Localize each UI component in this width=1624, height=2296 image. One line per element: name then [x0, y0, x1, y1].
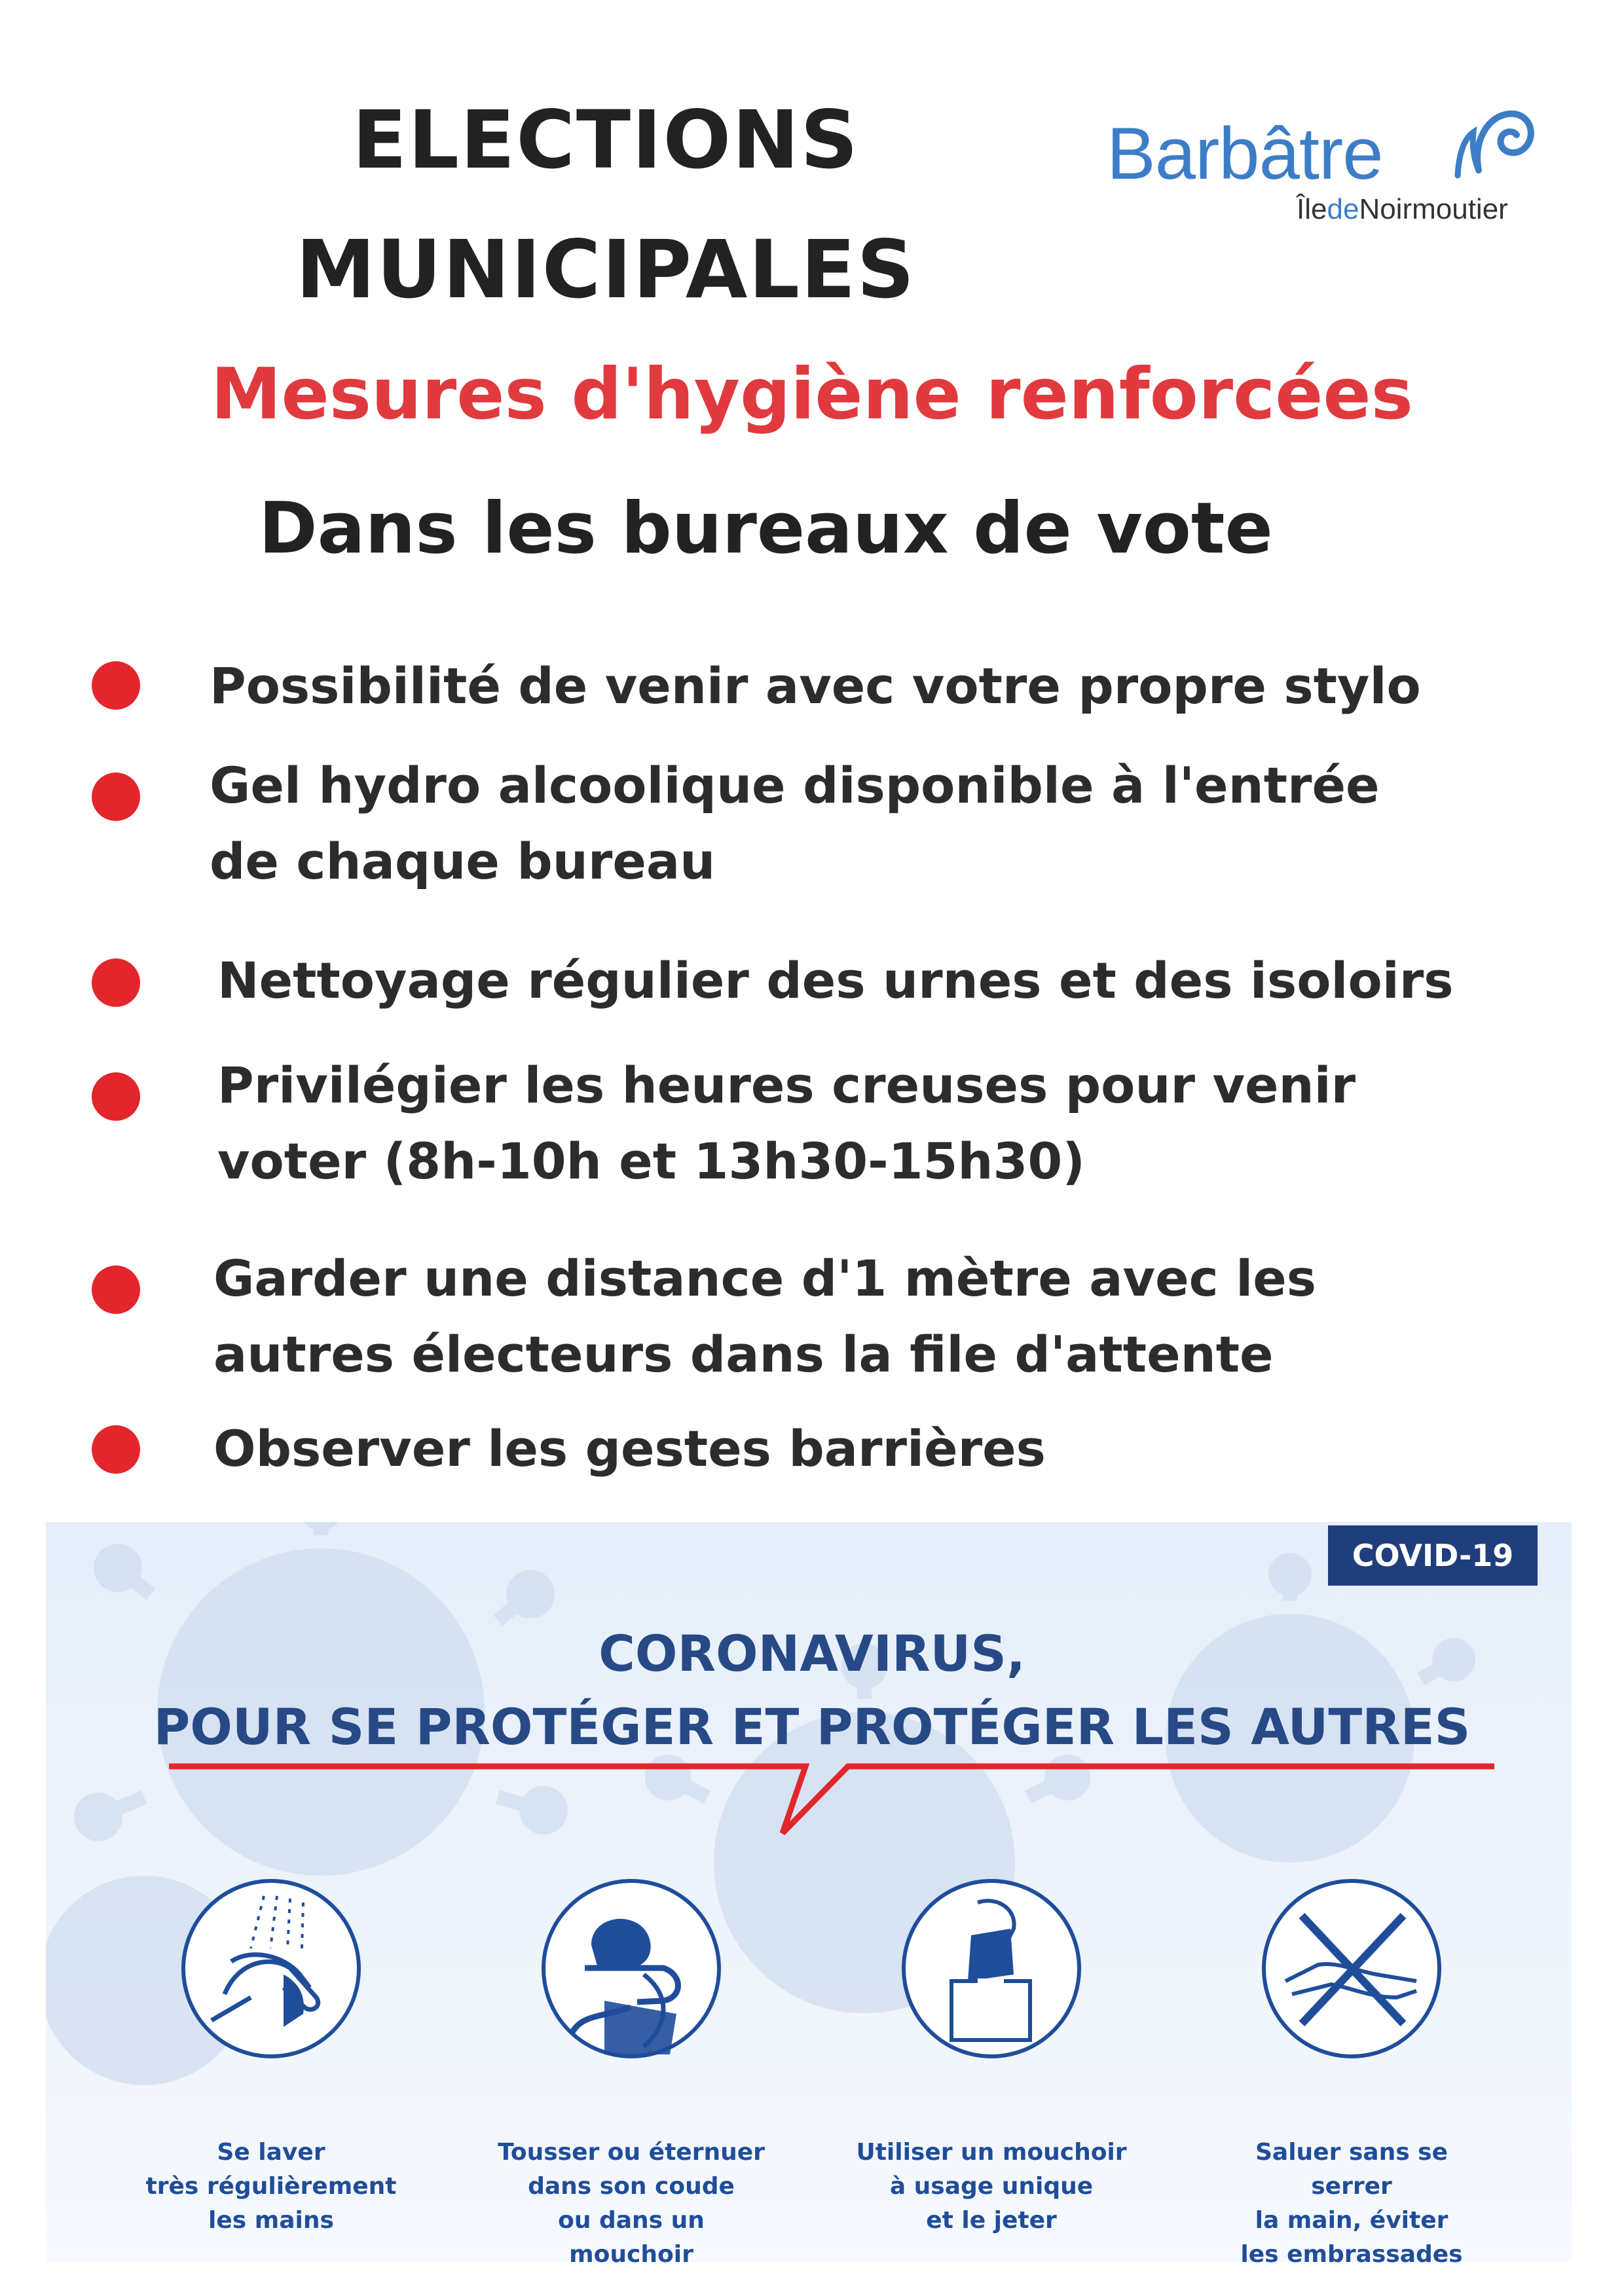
page-title	[196, 75, 1015, 335]
measure-text: Privilégier les heures creuses pour venir voter (8h-10h et 13h30-15h30)	[217, 1056, 1356, 1190]
measure-text: Observer les gestes barrières	[213, 1419, 1046, 1478]
bullet-dot	[92, 1266, 140, 1314]
gesture-tissue	[854, 1879, 1129, 2238]
no-handshake-icon	[1262, 1879, 1441, 2058]
speech-bubble-line	[0, 1741, 1624, 1846]
measure-text: Garder une distance d'1 mètre avec les autres électeurs dans la file d'attente	[213, 1249, 1316, 1383]
measure-text: Nettoyage régulier des urnes et des isoloirs	[217, 951, 1454, 1010]
gesture-caption: Tousser ou éternuer dans son coude ou dans un mouchoir	[498, 2139, 765, 2268]
bullet-dot	[92, 1425, 140, 1474]
logo-sub-ile: Île	[1297, 193, 1327, 225]
section-title: Dans les bureaux de vote	[259, 488, 1273, 570]
measure-text: Possibilité de venir avec votre propre stylo	[210, 657, 1421, 715]
bullet-dot	[92, 1072, 140, 1121]
hygiene-subtitle: Mesures d'hygiène renforcées	[211, 354, 1413, 435]
gesture-caption: Utiliser un mouchoir à usage unique et le jeter	[856, 2139, 1127, 2234]
heading-line-1: CORONAVIRUS,	[599, 1624, 1025, 1683]
gesture-wash-hands	[134, 1879, 409, 2238]
logo-sub-noirmoutier: Noirmoutier	[1359, 193, 1508, 225]
gesture-caption: Se laver très régulièrement les mains	[145, 2139, 397, 2234]
title-line-2: MUNICIPALES	[295, 223, 916, 316]
logo-sub-de: de	[1327, 193, 1359, 225]
tissue-box-icon	[902, 1879, 1081, 2058]
hand-washing-icon	[181, 1879, 361, 2058]
gesture-cough-elbow	[494, 1879, 769, 2272]
gesture-caption: Saluer sans se serrer la main, éviter les embrassades	[1240, 2139, 1463, 2268]
barbatre-logo	[1107, 98, 1539, 249]
bullet-dot	[92, 958, 140, 1007]
covid-badge: COVID-19	[1328, 1525, 1538, 1586]
gesture-no-handshake	[1214, 1879, 1489, 2272]
bullet-dot	[92, 661, 140, 710]
logo-subtitle	[1297, 193, 1508, 226]
spiral-wave-icon	[1452, 98, 1538, 183]
measure-text: Gel hydro alcoolique disponible à l'entrée de chaque bureau	[210, 756, 1380, 890]
cough-elbow-icon	[542, 1879, 721, 2058]
heading-line-2: POUR SE PROTÉGER ET PROTÉGER LES AUTRES	[153, 1698, 1471, 1756]
logo-name: Barbâtre	[1107, 113, 1383, 194]
bullet-dot	[92, 773, 140, 821]
title-line-1: ELECTIONS	[352, 94, 860, 187]
